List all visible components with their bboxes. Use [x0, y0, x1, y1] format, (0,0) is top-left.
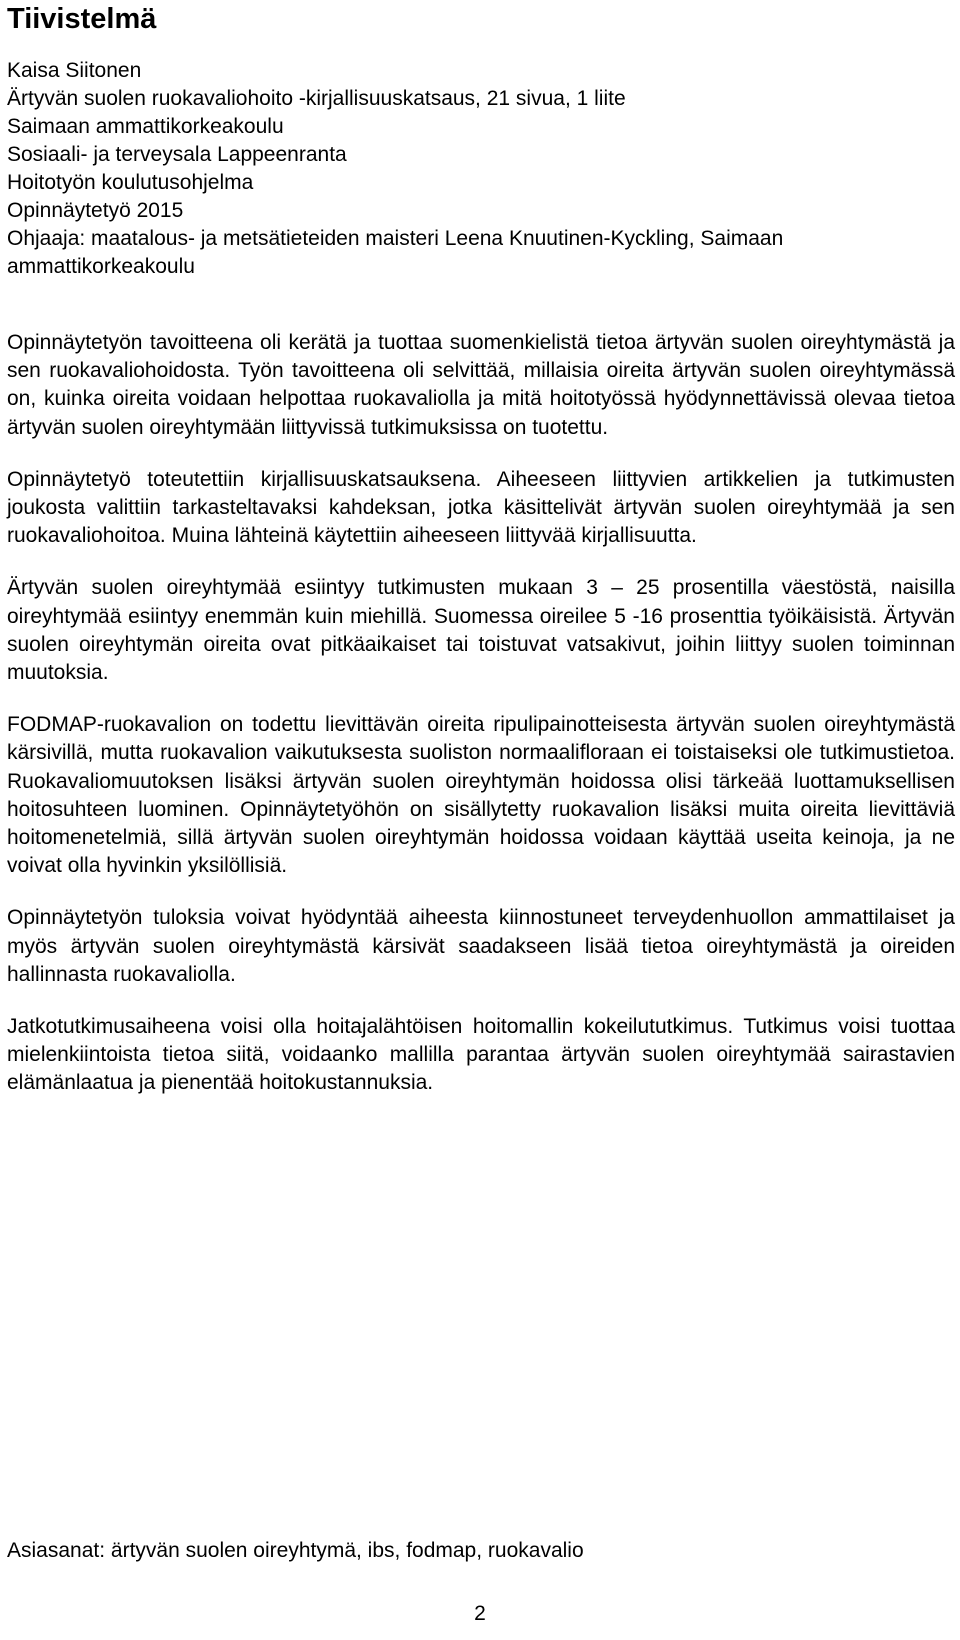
abstract-paragraph-fodmap: FODMAP-ruokavalion on todettu lievittävän oireita ripulipainotteisesta ärtyvän suolen oireyhtymästä kärsivillä, mutta ruokavalion vaikutuksesta suoliston normaalifloraan ei toistaiseksi ole tutkimustietoa. Ruokavaliomuutoksen lisäksi ärtyvän suolen oireyhtymän hoidossa olisi tärkeää luottamuksellisen hoitosuhteen luominen. Opinnäytetyöhön on sisällytetty ruokavalion lisäksi muita oireita lievittäviä hoitomenetelmiä, sillä ärtyvän suolen oireyhtymän hoidossa voidaan käyttää useita keinoja, ja ne voivat olla hyvinkin yksilöllisiä. — [7, 713, 955, 878]
abstract-page — [7, 0, 955, 1098]
abstract-paragraph-usage: Opinnäytetyön tuloksia voivat hyödyntää aiheesta kiinnostuneet terveydenhuollon ammattilaiset ja myös ärtyvän suolen oireyhtymästä kärsivät saadakseen lisää tietoa oireyhtymästä ja oireiden hallinnasta ruokavaliolla. — [7, 906, 955, 986]
thesis-title: Ärtyvän suolen ruokavaliohoito -kirjallisuuskatsaus, 21 sivua, 1 liite — [7, 87, 626, 110]
abstract-paragraph-further-research: Jatkotutkimusaiheena voisi olla hoitajalähtöisen hoitomallin kokeilututkimus. Tutkimus voisi tuottaa mielenkiintoista tietoa siitä, voidaanko mallilla parantaa ärtyvän suolen oireyhtymää sairastavien elämänlaatua ja pienentää hoitokustannuksia. — [7, 1015, 955, 1095]
supervisor-line: Ohjaaja: maatalous- ja metsätieteiden maisteri Leena Knuutinen-Kyckling, Saimaan ammattikorkeakoulu — [7, 227, 784, 278]
abstract-paragraph-aim: Opinnäytetyön tavoitteena oli kerätä ja tuottaa suomenkielistä tietoa ärtyvän suolen oireyhtymästä ja sen ruokavaliohoidosta. Työn tavoitteena oli selvittää, millaisia oireita ärtyvän suolen oireyhtymässä on, kuinka oireita voidaan helpottaa ruokavaliolla ja mitä hoitotyössä hyödynnettävissä olevaa tietoa ärtyvän suolen oireyhtymään liittyvissä tutkimuksissa on tuotettu. — [7, 331, 955, 439]
keywords-line: Asiasanat: ärtyvän suolen oireyhtymä, ibs, fodmap, ruokavalio — [7, 1539, 584, 1562]
thesis-metadata — [7, 57, 955, 281]
school-name: Saimaan ammattikorkeakoulu — [7, 115, 284, 138]
degree-programme: Hoitotyön koulutusohjelma — [7, 171, 254, 194]
faculty-name: Sosiaali- ja terveysala Lappeenranta — [7, 143, 347, 166]
abstract-paragraph-method: Opinnäytetyö toteutettiin kirjallisuuskatsauksena. Aiheeseen liittyvien artikkelien ja tutkimusten joukosta valittiin tarkasteltavaksi kahdeksan, jotka käsittelivät ärtyvän suolen oireyhtymää ja sen ruokavaliohoitoa. Muina lähteinä käytettiin aiheeseen liittyvää kirjallisuutta. — [7, 467, 955, 548]
thesis-year: Opinnäytetyö 2015 — [7, 199, 184, 222]
page-title: Tiivistelmä — [7, 3, 157, 35]
page-number: 2 — [474, 1602, 486, 1625]
abstract-paragraph-prevalence: Ärtyvän suolen oireyhtymää esiintyy tutkimusten mukaan 3 – 25 prosentilla väestöstä, naisilla oireyhtymää esiintyy enemmän kuin miehillä. Suomessa oireilee 5 -16 prosenttia työikäisistä. Ärtyvän suolen oireyhtymän oireita ovat pitkäaikaiset tai toistuvat vatsakivut, joihin liittyy suolen toiminnan muutoksia. — [7, 576, 955, 685]
author-name: Kaisa Siitonen — [7, 59, 142, 82]
